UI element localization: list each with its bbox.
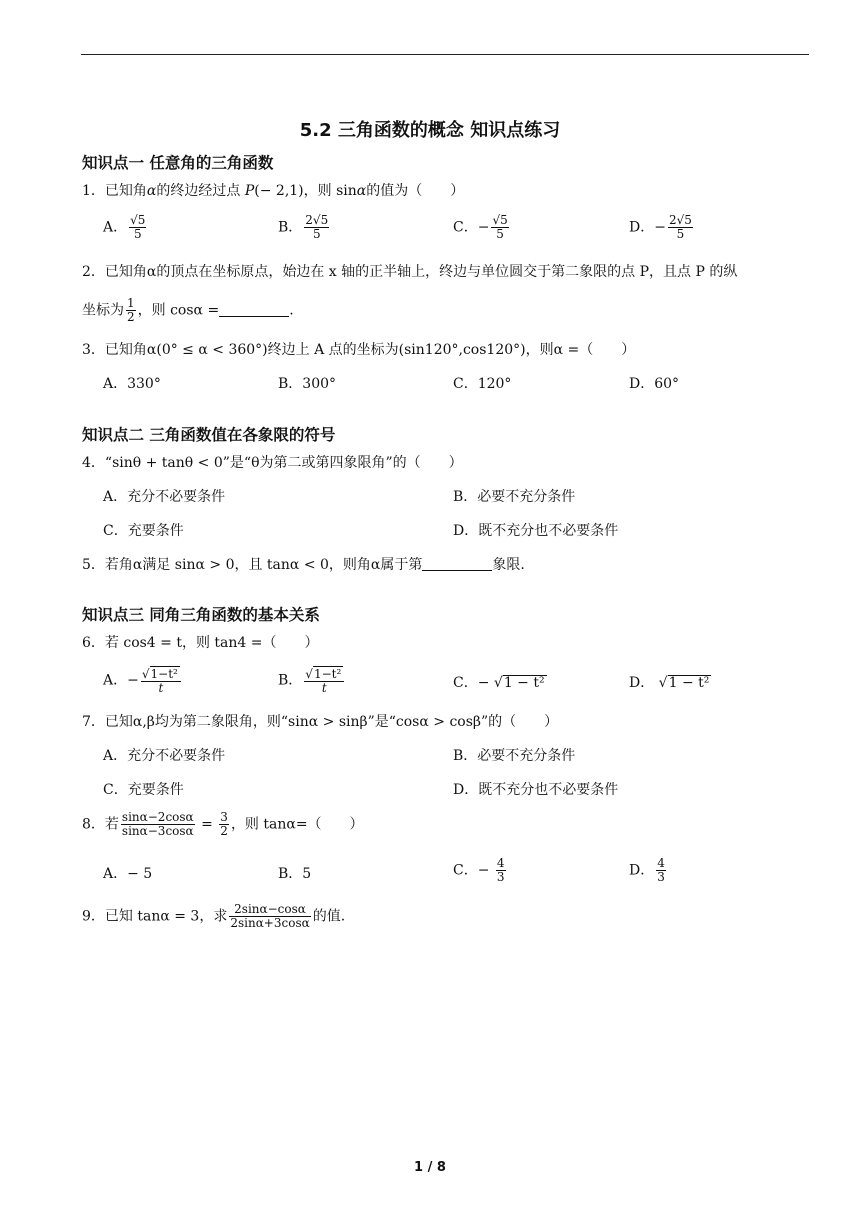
answer-blank[interactable] <box>422 556 492 571</box>
page-title: 5.2 三角函数的概念 知识点练习 <box>299 120 561 141</box>
header-rule <box>81 54 809 55</box>
question-6: 6．若 cos4 = t，则 tan4 =（ ） <box>82 635 319 651</box>
section-heading-1: 知识点一 任意角的三角函数 <box>82 154 274 172</box>
q1-option-b[interactable]: B． $\frac{2√5}{5}$ <box>278 213 329 241</box>
q4-option-c[interactable]: C．充要条件 <box>103 523 184 539</box>
q3-option-b[interactable]: B．300° <box>278 376 337 392</box>
question-5: 5．若角α满足 sinα > 0，且 tanα < 0，则角α属于第 象限. <box>82 557 525 573</box>
q8-option-b[interactable]: B．5 <box>278 866 312 882</box>
question-7: 7．已知α,β均为第二象限角，则“sinα > sinβ”是“cosα > cosβ”的（ ） <box>82 714 559 730</box>
q7-option-b[interactable]: B．必要不充分条件 <box>453 748 576 764</box>
q8-option-a[interactable]: A．− 5 <box>103 866 153 882</box>
question-2-line-1: 2．已知角α的顶点在坐标原点，始边在 x 轴的正半轴上，终边与单位圆交于第二象限的点 P，且点 P 的纵 <box>82 264 738 280</box>
question-1: 1．已知角α的终边经过点 P(− 2,1)，则 sinα的值为（ ） <box>82 183 465 199</box>
q6-option-c[interactable]: C．− √1 − t² <box>453 675 545 691</box>
q7-option-a[interactable]: A．充分不必要条件 <box>103 748 226 764</box>
q3-option-d[interactable]: D．60° <box>629 376 680 392</box>
q7-option-d[interactable]: D．既不充分也不必要条件 <box>453 782 619 798</box>
section-heading-2: 知识点二 三角函数值在各象限的符号 <box>82 426 336 444</box>
page-number: 1 / 8 <box>414 1160 446 1175</box>
answer-blank[interactable] <box>219 302 289 317</box>
q1-option-a[interactable]: A． $\frac{√5}{5}$ <box>103 213 146 241</box>
question-2-line-2: 坐标为 $\frac{1}{2}$ ，则 cosα = . <box>82 296 294 324</box>
q4-option-a[interactable]: A．充分不必要条件 <box>103 489 226 505</box>
question-8: 8．若 $\frac{\sin\alpha-2\cos\alpha}{\sin\alpha-3\cos\alpha}$ = $\frac{3}{2}$ ，则 tanα=（ ） <box>82 810 364 838</box>
q8-option-c[interactable]: C．− $\frac{4}{3}$ <box>453 856 505 884</box>
q4-option-b[interactable]: B．必要不充分条件 <box>453 489 576 505</box>
q8-option-d[interactable]: D． $\frac{4}{3}$ <box>629 856 665 884</box>
section-heading-3: 知识点三 同角三角函数的基本关系 <box>82 606 320 624</box>
question-3: 3．已知角α(0° ≤ α < 360°)终边上 A 点的坐标为(sin120°,cos120°)，则α =（ ） <box>82 342 636 358</box>
q6-option-d[interactable]: D． √1 − t² <box>629 675 710 691</box>
q3-option-c[interactable]: C．120° <box>453 376 512 392</box>
question-4: 4．“sinθ + tanθ < 0”是“θ为第二或第四象限角”的（ ） <box>82 455 463 471</box>
q6-option-b[interactable]: B． $\frac{\text{√1−t²}}{t}$ <box>278 666 346 695</box>
question-9: 9．已知 tanα = 3，求 $\frac{2\sin\alpha-\cos\alpha}{2\sin\alpha+3\cos\alpha}$ 的值. <box>82 902 346 930</box>
q4-option-d[interactable]: D．既不充分也不必要条件 <box>453 523 619 539</box>
q3-option-a[interactable]: A．330° <box>103 376 161 392</box>
q7-option-c[interactable]: C．充要条件 <box>103 782 184 798</box>
q1-option-d[interactable]: D．− $\frac{2√5}{5}$ <box>629 213 692 241</box>
q1-option-c[interactable]: C．− $\frac{√5}{5}$ <box>453 213 508 241</box>
q6-option-a[interactable]: A．− $\frac{\text{√1−t²}}{t}$ <box>103 666 183 695</box>
